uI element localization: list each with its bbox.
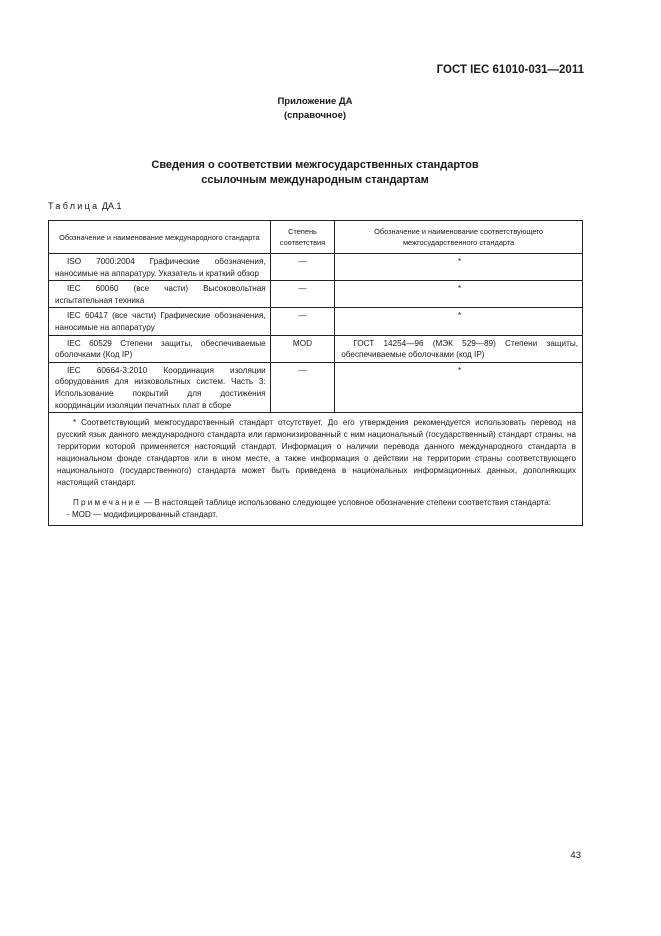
page-number: 43 xyxy=(570,850,581,861)
note xyxy=(57,497,576,509)
cell-degree: — xyxy=(270,281,335,308)
table-row xyxy=(49,308,583,335)
table-row xyxy=(49,281,583,308)
table-label xyxy=(48,201,122,211)
cell-interstate-standard: * xyxy=(335,254,583,281)
cell-international-standard: IEC 60664-3:2010 Координация изоляции оборудования для низковольтных систем. Часть 3: Использование покрытий для достижения координации изоляции печатных плат в сборе xyxy=(49,362,271,412)
note-label: Примечание xyxy=(73,498,142,508)
cell-interstate-standard: * xyxy=(335,308,583,335)
header-international-standard: Обозначение и наименование международного стандарта xyxy=(49,221,271,254)
cell-degree: — xyxy=(270,362,335,412)
cell-international-standard: ISO 7000:2004 Графические обозначения, наносимые на аппаратуру. Указатель и краткий обзор xyxy=(49,254,271,281)
header-degree: Степень соответствия xyxy=(270,221,335,254)
table-notes-row xyxy=(49,413,583,526)
correspondence-table xyxy=(48,220,583,526)
cell-international-standard: IEC 60529 Степени защиты, обеспечиваемые оболочками (Код IP) xyxy=(49,335,271,362)
table-label-word: Таблица xyxy=(48,201,100,211)
table-notes xyxy=(49,413,583,526)
table-row xyxy=(49,254,583,281)
cell-interstate-standard: * xyxy=(335,281,583,308)
note-text: — В настоящей таблице использовано следующее условное обозначение степени соответствия стандарта: xyxy=(144,498,552,508)
appendix-heading xyxy=(0,95,630,123)
cell-interstate-standard: * xyxy=(335,362,583,412)
cell-degree: MOD xyxy=(270,335,335,362)
cell-international-standard: IEC 60417 (все части) Графические обозначения, наносимые на аппаратуру xyxy=(49,308,271,335)
header-interstate-standard: Обозначение и наименование соответствующего межгосударственного стандарта xyxy=(335,221,583,254)
table-label-number: ДА.1 xyxy=(101,201,122,211)
cell-international-standard: IEC 60060 (все части) Высоковольтная испытательная техника xyxy=(49,281,271,308)
note-item: - MOD — модифицированный стандарт. xyxy=(67,510,218,520)
footnote: * Соответствующий межгосударственный стандарт отсутствует. До его утверждения рекомендуется использовать перевод на русский язык данного международного стандарта или гармонизированный с ним национальный (государственный) стандарт страны, на территории которой применяется настоящий стандарт. Информация о наличии перевода данного международного стандарта в национальном фонде стандартов или в ином месте, а также информация о действии на территории страны соответствующего национального (государственного) стандарта может быть приведена в национальных информационных данных, дополняющих настоящий стандарт. xyxy=(57,418,576,488)
appendix-subtitle: (справочное) xyxy=(283,110,347,121)
cell-interstate-standard: ГОСТ 14254—96 (МЭК 529—89) Степени защиты, обеспечиваемые оболочками (код IP) xyxy=(335,335,583,362)
section-title-line2: ссылочным международным стандартам xyxy=(201,174,429,186)
cell-degree: — xyxy=(270,308,335,335)
table-row xyxy=(49,335,583,362)
cell-degree: — xyxy=(270,254,335,281)
table-header-row xyxy=(49,221,583,254)
appendix-title: Приложение ДА xyxy=(277,96,353,107)
document-code: ГОСТ IEC 61010-031—2011 xyxy=(436,64,584,76)
section-title xyxy=(0,158,630,188)
table-row xyxy=(49,362,583,412)
section-title-line1: Сведения о соответствии межгосударственных стандартов xyxy=(151,159,479,171)
